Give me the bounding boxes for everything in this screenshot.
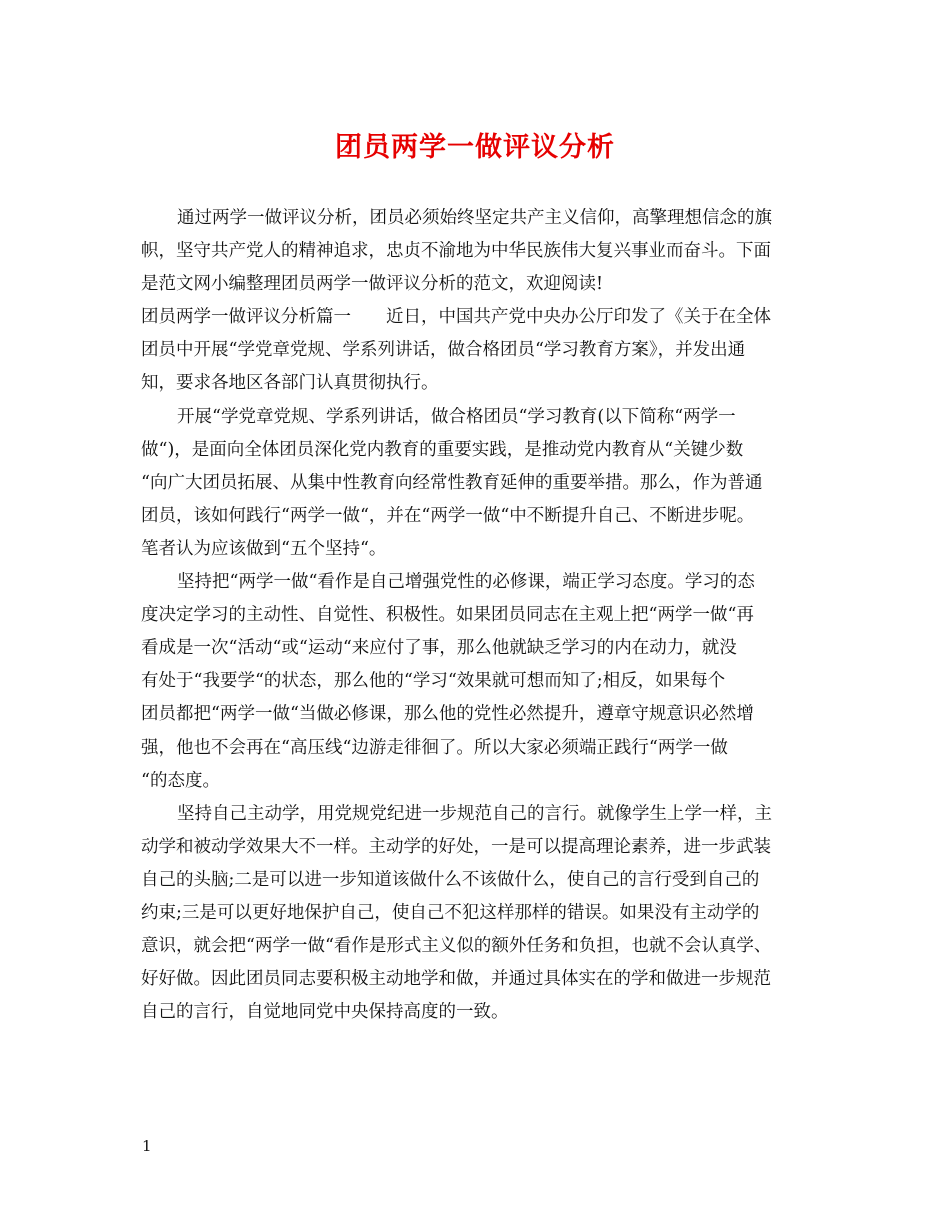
text-line: 开展“学党章党规、学系列讲话，做合格团员“学习教育(以下简称“两学一 bbox=[177, 406, 736, 427]
document-body bbox=[141, 202, 811, 1029]
text-line: 通过两学一做评议分析，团员必须始终坚定共产主义信仰，高擎理想信念的旗 bbox=[177, 208, 772, 228]
text-line: 度决定学习的主动性、自觉性、积极性。如果团员同志在主观上把“两学一做“再 bbox=[141, 605, 754, 626]
text-line: 团员都把“两学一做“当做必修课，那么他的党性必然提升，遵章守规意识必然增 bbox=[141, 704, 754, 725]
text-line: 团员，该如何践行“两学一做“，并在“两学一做“中不断提升自己、不断进步呢。 bbox=[141, 505, 755, 526]
text-line: 意识，就会把“两学一做“看作是形式主义似的额外任务和负担，也就不会认真学、 bbox=[141, 936, 772, 957]
text-line: 笔者认为应该做到“五个坚持“。 bbox=[141, 538, 387, 559]
text-line: 坚持把“两学一做“看作是自己增强党性的必修课，端正学习态度。学习的态 bbox=[177, 572, 755, 593]
text-line: 动学和被动学效果大不一样。主动学的好处，一是可以提高理论素养，进一步武装 bbox=[141, 836, 771, 857]
page-number: 1 bbox=[142, 1137, 152, 1155]
text-line: 看成是一次“活动“或“运动“来应付了事，那么他就缺乏学习的内在动力，就没 bbox=[141, 638, 737, 659]
text-line: 知，要求各地区各部门认真贯彻执行。 bbox=[141, 373, 439, 394]
page-title: 团员两学一做评议分析 bbox=[335, 132, 615, 163]
text-line: 坚持自己主动学，用党规党纪进一步规范自己的言行。就像学生上学一样，主 bbox=[177, 803, 772, 824]
text-line: 自己的头脑;二是可以进一步知道该做什么不该做什么，使自己的言行受到自己的 bbox=[141, 869, 760, 890]
text-line: 强，他也不会再在“高压线“边游走徘徊了。所以大家必须端正践行“两学一做 bbox=[141, 737, 728, 758]
text-line: 自己的言行，自觉地同党中央保持高度的一致。 bbox=[141, 1002, 509, 1023]
text-line: 帜，坚守共产党人的精神追求，忠贞不渝地为中华民族伟大复兴事业而奋斗。下面 bbox=[141, 241, 771, 262]
text-line: 有处于“我要学“的状态，那么他的“学习“效果就可想而知了;相反，如果每个 bbox=[141, 671, 726, 692]
text-line: 做“)，是面向全体团员深化党内教育的重要实践，是推动党内教育从“关键少数 bbox=[141, 439, 744, 460]
text-line: “的态度。 bbox=[141, 770, 220, 791]
text-line: 好好做。因此团员同志要积极主动地学和做，并通过具体实在的学和做进一步规范 bbox=[141, 969, 771, 990]
text-line: 是范文网小编整理团员两学一做评议分析的范文，欢迎阅读! bbox=[141, 274, 604, 295]
text-line: 团员中开展“学党章党规、学系列讲话，做合格团员“学习教育方案》，并发出通 bbox=[141, 340, 746, 361]
text-line: 团员两学一做评议分析篇一 近日，中国共产党中央办公厅印发了《关于在全体 bbox=[141, 307, 771, 328]
text-line: 约束;三是可以更好地保护自己，使自己不犯这样那样的错误。如果没有主动学的 bbox=[141, 902, 760, 923]
text-line: “向广大团员拓展、从集中性教育向经常性教育延伸的重要举措。那么，作为普通 bbox=[141, 472, 763, 493]
